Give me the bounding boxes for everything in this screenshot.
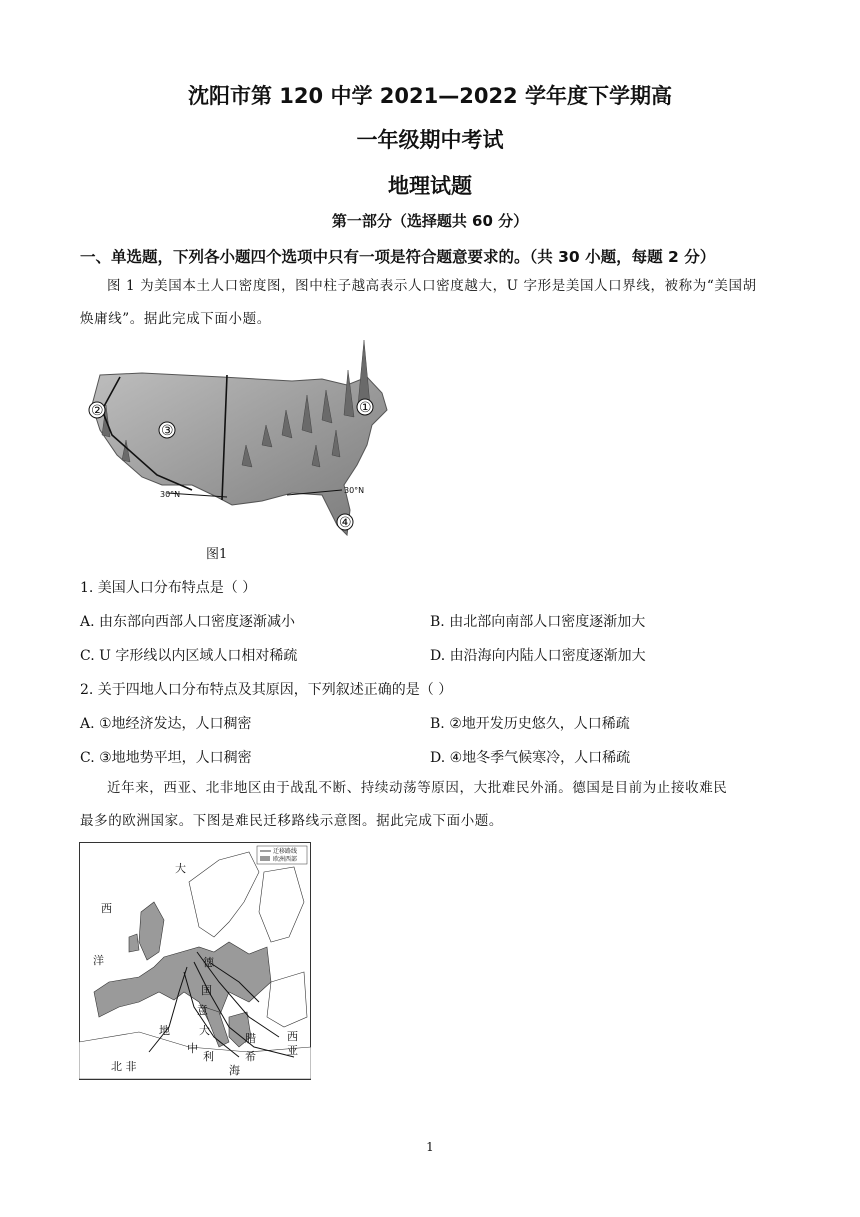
- map-label-xiya-2: 亚: [287, 1044, 298, 1057]
- section-heading: 一、单选题，下列各小题四个选项中只有一项是符合题意要求的。（共 30 小题，每题 2 分）: [80, 248, 716, 266]
- question-1-option-c: C. U 字形线以内区域人口相对稀疏: [80, 648, 298, 664]
- legend-region: 欧洲西部: [273, 856, 298, 863]
- latitude-label-left: 30°N: [160, 490, 181, 499]
- map-label-da: 大: [175, 862, 186, 875]
- map-label-dali: 大: [199, 1024, 210, 1037]
- us-outline: [92, 373, 387, 535]
- question-2-option-b: B. ②地开发历史悠久，人口稀疏: [430, 716, 630, 732]
- question-2-stem: 2. 关于四地人口分布特点及其原因，下列叙述正确的是（ ）: [80, 682, 453, 698]
- subject-title: 地理试题: [388, 174, 472, 198]
- refugee-migration-map: [79, 842, 311, 1080]
- question-1-option-d: D. 由沿海向内陆人口密度逐渐加大: [430, 648, 646, 664]
- intro-1-line-2: 焕庸线”。据此完成下面小题。: [80, 311, 271, 327]
- map-label-di: 地: [159, 1024, 170, 1037]
- question-2-option-d: D. ④地冬季气候寒冷，人口稀疏: [430, 750, 631, 766]
- map-label-de: 德: [203, 956, 214, 969]
- legend-route: 迁移路线: [273, 848, 298, 855]
- question-1-option-a: A. 由东部向西部人口密度逐渐减小: [80, 614, 296, 630]
- map-label-hai: 海: [229, 1064, 240, 1077]
- exam-title-line1: 沈阳市第 120 中学 2021—2022 学年度下学期高: [188, 84, 672, 108]
- part-heading: 第一部分（选择题共 60 分）: [331, 212, 529, 230]
- intro-2-line-2: 最多的欧洲国家。下图是难民迁移路线示意图。据此完成下面小题。: [80, 813, 503, 829]
- map-label-xi: 西: [101, 902, 112, 915]
- marker-4: ④: [339, 515, 352, 531]
- map-label-zhong: 中: [187, 1042, 198, 1055]
- map-label-yang: 洋: [93, 954, 104, 967]
- page-number: 1: [426, 1140, 434, 1154]
- question-2-option-a: A. ①地经济发达，人口稠密: [80, 716, 252, 732]
- question-1-option-b: B. 由北部向南部人口密度逐渐加大: [430, 614, 646, 630]
- marker-2: ②: [91, 403, 104, 419]
- marker-1: ①: [359, 400, 372, 416]
- latitude-label-right: 30°N: [344, 486, 365, 495]
- map-label-xiya-1: 西: [287, 1030, 298, 1043]
- intro-paragraph-1: [80, 270, 785, 336]
- question-2-option-c: C. ③地地势平坦，人口稠密: [80, 750, 252, 766]
- exam-title-line2: 一年级期中考试: [356, 128, 504, 152]
- map-label-yi: 意: [197, 1004, 208, 1017]
- intro-2-line-1: 近年来，西亚、北非地区由于战乱不断、持续动荡等原因，大批难民外涌。德国是目前为止接收难民: [107, 780, 728, 796]
- question-1-stem: 1. 美国人口分布特点是（ ）: [80, 580, 257, 596]
- intro-1-line-1: 图 1 为美国本土人口密度图，图中柱子越高表示人口密度越大，U 字形是美国人口界线，被称为“美国胡: [107, 278, 757, 294]
- map-label-guo: 国: [201, 984, 212, 997]
- map-label-la: 腊: [245, 1032, 256, 1045]
- map-label-li: 利: [203, 1050, 214, 1063]
- map-label-xila: 希: [245, 1050, 256, 1063]
- intro-paragraph-2: [80, 772, 785, 838]
- map-legend: [257, 846, 307, 864]
- map-label-beifei: 北 非: [111, 1060, 137, 1073]
- us-population-density-map: [82, 335, 397, 545]
- figure-1-caption: 图1: [206, 547, 228, 562]
- marker-3: ③: [161, 423, 174, 439]
